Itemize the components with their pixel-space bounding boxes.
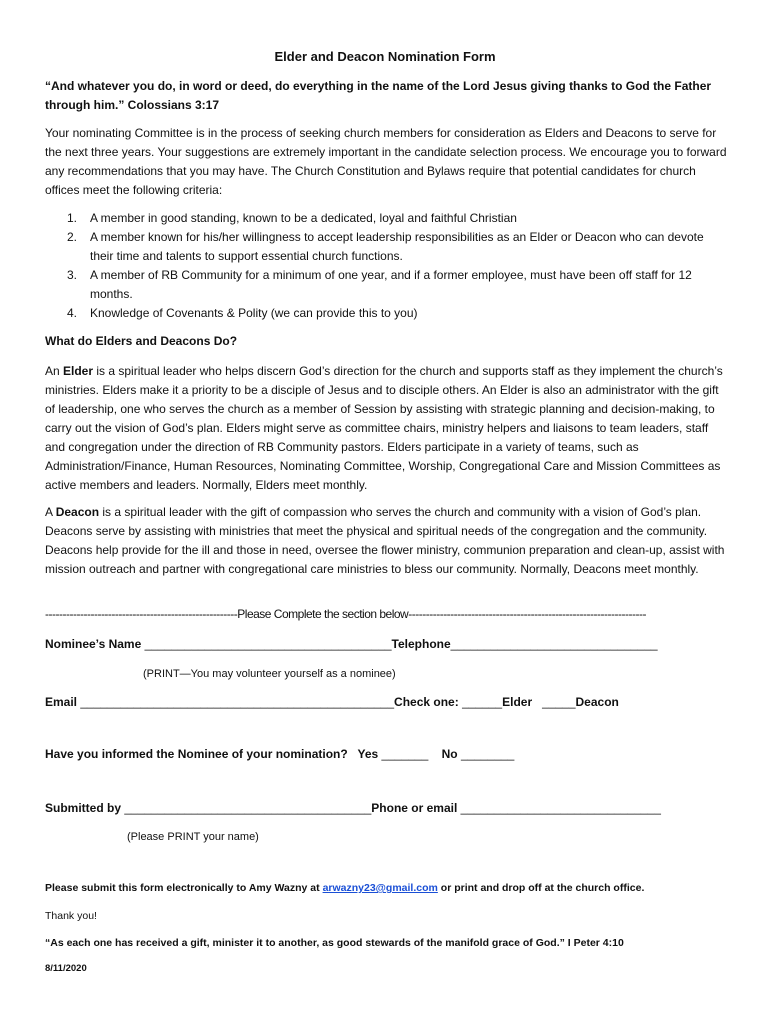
intro-paragraph: Your nominating Committee is in the process of seeking church members for consideration as Elders and Deacons to serve for the next three years. Your suggestions are extremely important in the candidate selection process. We encourage you to forward any recommendations that you may have. The Church Constitution and Bylaws require that potential candidates for church offices meet the following criteria: (45, 126, 727, 197)
no-label: No (441, 747, 458, 761)
informed-question: Have you informed the Nominee of your nomination? (45, 747, 348, 761)
criteria-text: A member known for his/her willingness to accept leadership responsibilities as an Elder or Deacon who can devote their time and talents to support essential church functions. (90, 230, 704, 263)
telephone-label: Telephone (391, 637, 451, 651)
email-row (45, 695, 619, 709)
submitted-by-field[interactable]: _____________________________________ (124, 801, 372, 815)
deacon-description (45, 503, 730, 579)
roles-heading: What do Elders and Deacons Do? (45, 334, 238, 348)
nominee-row (45, 637, 658, 651)
criteria-number: 2. (67, 230, 78, 244)
criteria-number: 3. (67, 268, 78, 282)
elder-checkbox[interactable]: ______ (462, 695, 503, 709)
criteria-number: 4. (67, 306, 78, 320)
phone-email-label: Phone or email (371, 801, 458, 815)
criteria-item (45, 228, 725, 266)
deacon-prefix: A (45, 505, 56, 519)
criteria-text: Knowledge of Covenants & Polity (we can provide this to you) (90, 306, 418, 320)
submitted-hint: (Please PRINT your name) (127, 831, 259, 843)
submit-email-link[interactable]: arwazny23@gmail.com (322, 882, 438, 894)
form-date: 8/11/2020 (45, 963, 87, 974)
section-divider: -------------------------------------------------------Please Complete the section below-------------------------------------------------------------------- (45, 607, 646, 621)
yes-field[interactable]: _______ (381, 747, 429, 761)
elder-text: is a spiritual leader who helps discern God’s direction for the church and supports staff as they implement the church’s ministries. Elders make it a priority to be a disciple of Jesus and to disciple others. An Elder is also an administrator with the gift of leadership, one who serves the church as a member of Session by assisting with strategic planning and decision-making, to carry out the vision of God’s plan. Elders might serve as committee chairs, ministry helpers and liaisons to team leaders, staff and congregation under the direction of RB Community pastors. Elders participate in a variety of teams, such as Administration/Finance, Human Resources, Nominating Committee, Worship, Congregational Care and Mission Committees as active members and leaders. Normally, Elders meet monthly. (45, 364, 723, 492)
yes-label: Yes (357, 747, 379, 761)
form-title: Elder and Deacon Nomination Form (274, 49, 496, 64)
email-label: Email (45, 695, 78, 709)
submit-note-prefix: Please submit this form electronically to Amy Wazny at (45, 882, 323, 894)
opening-quote: “And whatever you do, in word or deed, do everything in the name of the Lord Jesus giving thanks to God the Father through him.” Colossians 3:17 (45, 79, 712, 112)
elder-term: Elder (63, 364, 94, 378)
check-one-label: Check one: (394, 695, 459, 709)
deacon-term: Deacon (55, 505, 100, 519)
criteria-text: A member of RB Community for a minimum of one year, and if a former employee, must have been off staff for 12 months. (90, 268, 692, 301)
elder-option-label: Elder (502, 695, 533, 709)
deacon-option-label: Deacon (575, 695, 619, 709)
criteria-item (45, 304, 725, 323)
phone-email-field[interactable]: ______________________________ (460, 801, 661, 815)
submit-note-suffix: or print and drop off at the church office. (437, 882, 645, 894)
no-field[interactable]: ________ (460, 747, 515, 761)
criteria-item (45, 209, 725, 228)
nominee-name-label: Nominee’s Name (45, 637, 142, 651)
deacon-checkbox[interactable]: _____ (542, 695, 576, 709)
criteria-text: A member in good standing, known to be a dedicated, loyal and faithful Christian (90, 211, 517, 225)
informed-row (45, 747, 514, 761)
elder-prefix: An (45, 364, 64, 378)
email-field[interactable]: _______________________________________________ (80, 695, 395, 709)
deacon-text: is a spiritual leader with the gift of compassion who serves the church and community with a vision of God’s plan. Deacons serve by assisting with ministries that meet the physical and spiritual needs of the congregation and the community. Deacons help provide for the ill and those in need, oversee the flower ministry, communion preparation and clean-up, assist with mission outreach and partner with congregational care ministries to bless our community. Normally, Deacons meet monthly. (45, 505, 725, 576)
nominee-hint: (PRINT—You may volunteer yourself as a nominee) (143, 668, 396, 680)
submitted-row (45, 801, 661, 815)
criteria-list (45, 209, 725, 323)
closing-quote: “As each one has received a gift, minister it to another, as good stewards of the manifold grace of God.” I Peter 4:10 (45, 937, 624, 949)
telephone-field[interactable]: _______________________________ (450, 637, 658, 651)
thank-you-text: Thank you! (45, 910, 97, 922)
submit-note (45, 882, 644, 894)
criteria-item (45, 266, 725, 304)
elder-description (45, 362, 730, 495)
criteria-number: 1. (67, 211, 78, 225)
nominee-name-field[interactable]: _____________________________________ (144, 637, 392, 651)
submitted-by-label: Submitted by (45, 801, 122, 815)
